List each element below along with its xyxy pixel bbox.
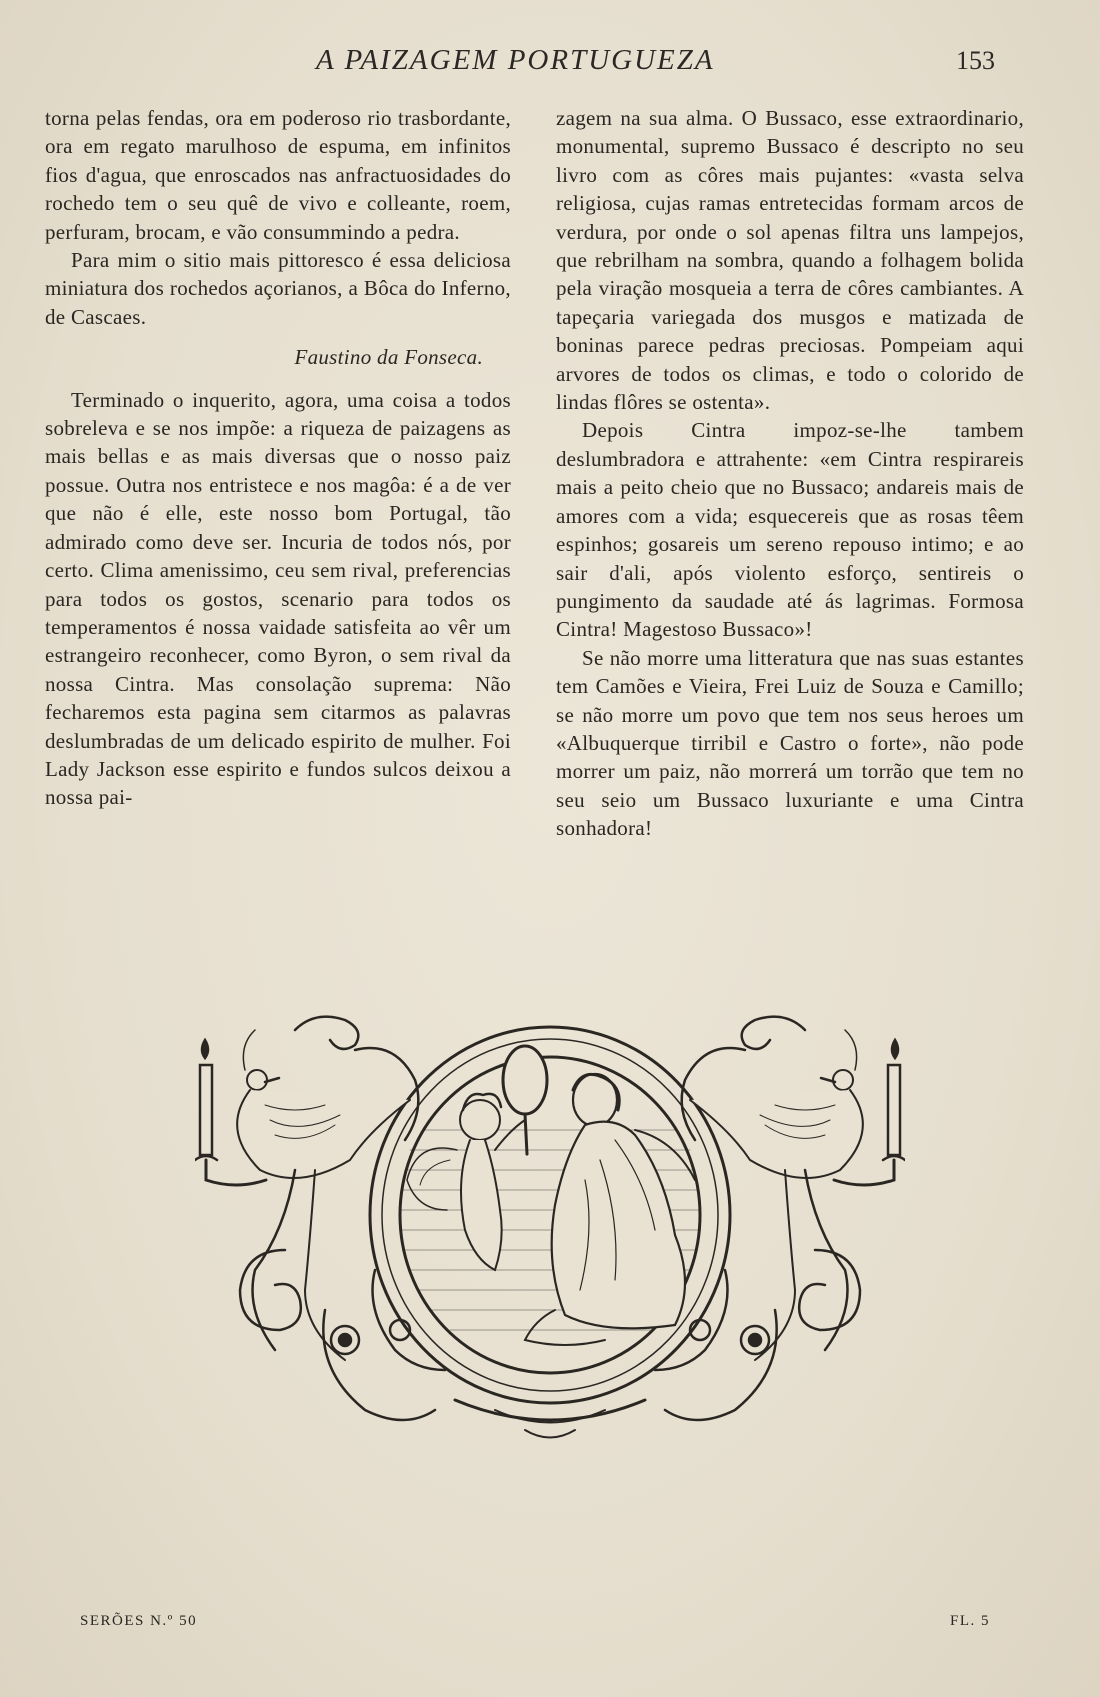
footer-signature-mark: FL. 5 (949, 1613, 990, 1629)
right-column (556, 104, 1024, 843)
author-signature: Faustino da Fonseca. (294, 345, 483, 370)
paragraph: Para mim o sitio mais pittoresco é essa deliciosa miniatura dos rochedos açorianos, a Bôca do Inferno, de Cascaes. (45, 248, 511, 329)
paragraph: zagem na sua alma. O Bussaco, esse extraordinario, monumental, supremo Bussaco é descripto no seu livro com as côres mais pujantes: «vasta selva religiosa, cujas ramas entretecidas formam arcos de verdura, por onde o sol apenas filtra uns lampejos, que rebrilham na sombra, quando a folhagem bolida pela viração mosqueia a terra de côres cambiantes. A tapeçaria variegada dos musgos e matizada de boninas parece pedras preciosas. Pompeiam aqui arvores de todos os climas, e todo o colorido de lindas flôres se ostenta». (556, 106, 1024, 415)
paragraph: Terminado o inquerito, agora, uma coisa a todos sobreleva e se nos impõe: a riqueza de paizagens as mais bellas e as mais diversas que o nosso paiz possue. Outra nos entristece e nos magôa: é a de ver que não é elle, este nosso bom Portugal, tão admirado como deve ser. Incuria de todos nós, por certo. Clima amenissimo, ceu sem rival, preferencias para todos os gostos, scenario para todos os temperamentos é nossa vaidade satisfeita ao vêr um estrangeiro reconhecer, como Byron, o sem rival da nossa Cintra. Mas consolação suprema: Não fecharemos esta pagina sem citarmos as palavras deslumbradas de um delicado espirito de mulher. Foi Lady Jackson esse espirito e fundos sulcos deixou a nossa pai- (45, 387, 511, 810)
footer-issue: SERÕES N.º 50 (80, 1613, 198, 1629)
left-column (45, 104, 511, 812)
paragraph: Depois Cintra impoz-se-lhe tambem deslumbradora e attrahente: «em Cintra respirareis mais a peito cheio que no Bussaco; andareis mais de amores com a vida; esquecereis que as rosas têem espinhos; gosareis um sereno repouso intimo; e ao sair d'ali, após violento esforço, sentireis o pungimento da saudade até ás lagrimas. Formosa Cintra! Magestoso Bussaco»! (556, 418, 1024, 642)
engraved-tailpiece-icon (195, 1010, 905, 1450)
running-title: A PAIZAGEM PORTUGUEZA (316, 44, 715, 76)
page-number: 153 (956, 46, 995, 75)
footer (0, 1613, 1100, 1637)
running-head (0, 44, 1100, 84)
paragraph: Se não morre uma litteratura que nas suas estantes tem Camões e Vieira, Frei Luiz de Souza e Camillo; se não morre um povo que tem nos seus heroes um «Albuquerque tirribil e Castro o forte», não pode morrer um paiz, não morrerá um torrão que tem no seu seio um Bussaco luxuriante e uma Cintra sonhadora! (556, 645, 1024, 841)
paragraph: torna pelas fendas, ora em poderoso rio trasbordante, ora em regato marulhoso de espuma, em infinitos fios d'agua, que enroscados nas anfractuosidades do rochedo tem o seu quê de vivo e colleante, roem, perfuram, brocam, e vão consummindo a pedra. (45, 106, 511, 244)
